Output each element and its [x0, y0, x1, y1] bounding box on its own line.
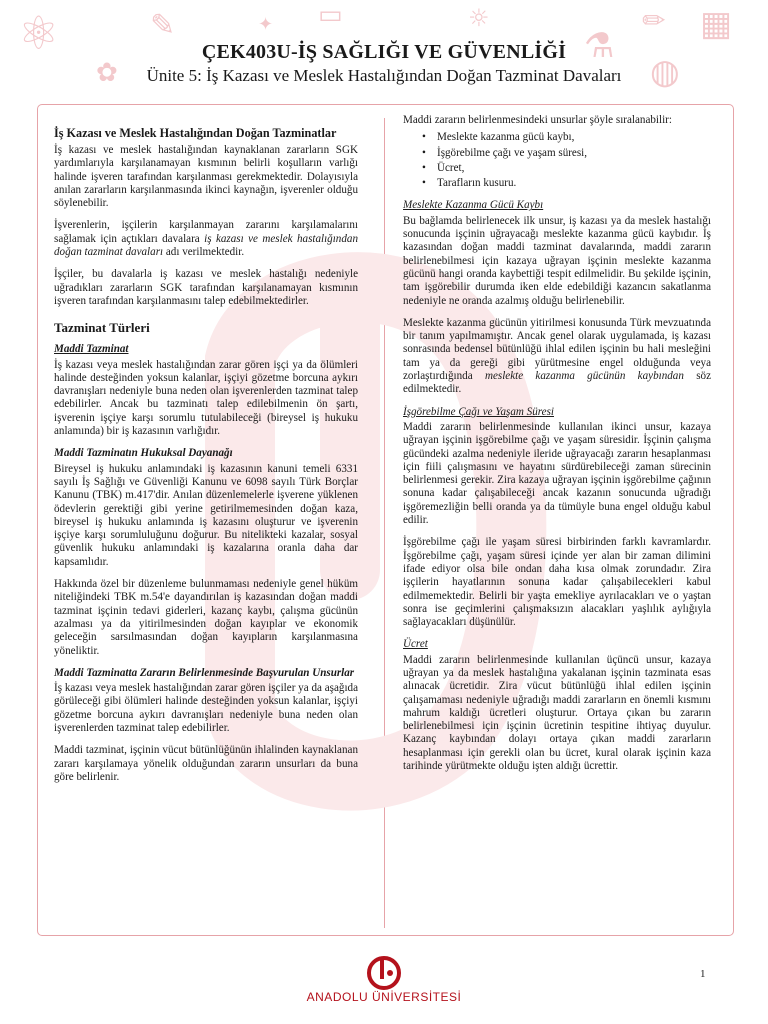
- list-item: • Meslekte kazanma gücü kaybı,: [437, 131, 711, 144]
- list-item: • İşgörebilme çağı ve yaşam süresi,: [437, 147, 711, 160]
- right-column: [403, 114, 711, 782]
- fish-icon: ✿: [96, 58, 118, 88]
- italic-term: meslekte kazanma gücünün kaybından: [484, 370, 684, 383]
- paragraph: Hakkında özel bir düzenleme bulunmaması nedeniyle genel hüküm niteliğindeki TBK m.54'e dayandırılan iş kazasından doğan maddi tazminat işçinin tedavi giderleri, kazanç kaybı, çalışma gücünün azalması ya da yitirilmesinden doğan kayıplar ve ekonomik geleceğin sarsılmasından doğan kayıpların karşılanmasına yöneliktir.: [54, 578, 358, 657]
- unit-subtitle: Ünite 5: İş Kazası ve Meslek Hastalığından Doğan Tazminat Davaları: [146, 66, 622, 85]
- paragraph: Maddi zararın belirlenmesindeki unsurlar şöyle sıralanabilir:: [403, 114, 672, 126]
- text-run: adı verilmektedir.: [163, 246, 245, 259]
- flask-icon: ⚗: [584, 26, 615, 66]
- list-item: • Ücret,: [437, 162, 711, 175]
- paragraph: İş kazası veya meslek hastalığından zarar gören işçiler ya da aşağıda görüleceği gibi ölümleri halinde desteğinden yoksun kalanlar, işçiyi gözetme borcuna aykırı davranışları nedeniyle buna neden olan işverenlerden tazminat talep edebilirler.: [54, 682, 358, 734]
- text-run: İşverenlerin, işçilerin karşılanmayan zararını karşılamalarını sağlamak için açtıkları davalara: [54, 219, 358, 245]
- atom-icon: ⚛: [18, 6, 60, 60]
- paragraph: Maddi zararın belirlenmesinde kullanılan ikinci unsur, kazaya uğrayan işçinin işgörebilme çağı ve yaşam süresidir. İşçinin çalışma gücündeki azalma nedeniyle ileride uğrayacağı zararın hesaplanması için fiili çalışmasını ve hayatını sürdürebileceği zaman sürecinin belirlenmesi gerekir. Zira kazaya uğrayan işçinin işgörebilme çağının sonuna kadar çalışabileceği ancak kazanın sonucunda uğradığı işgöremezliğin belli oranda ya da tümüyle buna engel olduğu kabul edilir.: [403, 420, 711, 527]
- paragraph: İş kazası veya meslek hastalığından zarar gören işçi ya da ölümleri halinde desteğinden yoksun kalanlar, işçiyi gözetme borcuna aykırı davranışları nedeniyle buna neden olan işverenlerden tazminat talep edebilirler. Ancak bu tazminatı talep edilebilmenin ön şartı, işverenin işçiye karşı sorumlu tutulabileceği (bireysel iş hukuku anlamında) bir iş kazasının varlığıdır.: [54, 358, 358, 438]
- pencil-icon: ✎: [150, 8, 176, 43]
- paragraph: [403, 317, 711, 397]
- subheading: İşgörebilme Çağı ve Yaşam Süresi: [403, 405, 554, 418]
- subheading: Maddi Tazminatta Zararın Belirlenmesinde Başvurulan Unsurlar: [54, 666, 355, 679]
- university-name: ANADOLU ÜNİVERSİTESİ: [306, 990, 462, 1004]
- text-run: Meslekte kazanma gücünün yitirilmesi konusunda Türk mevzuatında bir tanım yapılmamıştır. Ancak genel olarak uygulamada, iş kazası sonrasında bedensel bütünlüğü ihlal edilen işçinin bu hali mesleğini tam ya da gereği gibi yürütmesine engel olduğunda veya zorlaştırdığında: [403, 316, 711, 383]
- paragraph: Bu bağlamda belirlenecek ilk unsur, iş kazası ya da meslek hastalığı sonucunda işçinin uğrayacağı meslekte kazanma gücü kaybıdır. İş kazasından doğan maddi tazminat davalarında, maddi zararın belirlenebilmesi için kazaya uğrayan işçinin meslekte kazanma gücünü hangi oranda kaybettiği tespit edilmelidir. Bu şekilde işçinin, tam işgörebilir durumda iken elde edebildiği kazancın sakatlanma nedeniyle ne oranda azalmış olduğu belirlenebilir.: [403, 214, 711, 307]
- pencil-icon-2: ✏: [642, 4, 666, 37]
- star-icon: ✦: [258, 14, 274, 35]
- subheading: Maddi Tazminat: [54, 343, 129, 356]
- calculator-icon: ▦: [700, 4, 733, 44]
- list-item: • Tarafların kusuru.: [437, 177, 711, 190]
- course-title: ÇEK403U-İŞ SAĞLIĞI VE GÜVENLİĞİ: [201, 41, 567, 63]
- section-heading: İş Kazası ve Meslek Hastalığından Doğan Tazminatlar: [54, 126, 337, 140]
- paragraph: Maddi tazminat, işçinin vücut bütünlüğünün ihlalinden kaynaklanan zararı karşılamaya yönelik olduğundan zararın unsurları da buna göre belirlenir.: [54, 744, 358, 783]
- page-number: 1: [700, 968, 706, 980]
- subheading: Meslekte Kazanma Gücü Kaybı: [403, 199, 544, 212]
- left-column: [54, 114, 358, 793]
- bulb-icon: ☼: [468, 4, 490, 32]
- bullet-list: [403, 131, 711, 190]
- italic-term: iş kazası ve meslek hastalığından doğan tazminat davaları: [54, 232, 358, 259]
- paragraph: İş kazası ve meslek hastalığından kaynaklanan zararların SGK yardımlarıyla karşılanamayan kısmının belirli koşulların varlığı halinde işveren tarafından karşılanması gerekmektedir. Dolayısıyla anılan zararların karşılanmasında ikinci kaynağın, işverenler olduğu söylenebilir.: [54, 144, 358, 210]
- paragraph: Bireysel iş hukuku anlamındaki iş kazasının kanuni temeli 6331 sayılı İş Sağlığı ve Güvenliği Kanunu ve 6098 sayılı Türk Borçlar Kanunu (TBK) m.417'dir. Anılan düzenlemelerle işverene yüklenen ödevlerin gerektiği gibi yerine getirilmemesinden doğan kaza, bireysel iş hukuku anlamında iş kazasını oluşturur ve işverenin işçiye karşı sorumluluğunu doğurur. Bu nitelikteki kazalar, sosyal güvenlik hukuku anlamındaki iş kazalarına oranla daha dar kapsamlıdır.: [54, 462, 358, 568]
- column-divider: [384, 118, 385, 928]
- book-icon: ▭: [318, 0, 343, 30]
- subheading: Ücret: [403, 638, 428, 651]
- text-run: söz edilmektedir.: [403, 370, 711, 396]
- globe-icon: ◍: [650, 52, 680, 92]
- paragraph: İşgörebilme çağı ile yaşam süresi birbirinden farklı kavramlardır. İşgörebilme çağı, yaşam süresi içinde yer alan bir zaman dilimini ifade ediyor olsa bile ondan daha kısa olmak zorundadır. Zira işçilerin hayatlarının sonuna kadar çalışabilecekleri kabul edilmemektedir. Belirli bir yaşta emekliye ayrılacakları ve o yaştan sonra ise geçimlerini çalışmaksızın alacakları yaşlılık aylığıyla sağlayacakları düşünülür.: [403, 536, 711, 629]
- subheading: Maddi Tazminatın Hukuksal Dayanağı: [54, 447, 233, 460]
- section-title: Tazminat Türleri: [54, 320, 150, 336]
- paragraph: Maddi zararın belirlenmesinde kullanılan üçüncü unsur, kazaya uğrayan ya da meslek hastalığına yakalanan işçinin tazminata esas alınacak ücretidir. Zira vücut bütünlüğü ihlal edilen işçinin çalışamaması nedeniyle uğradığı maddi zararların en önemli kısmını mahrum kaldığı ücretleri oluşturur. Ortaya çıkan bu zararın belirlenebilmesi için işçinin ücretinin tespitine ihtiyaç duyulur. Kazanç kaybından dolayı ortaya çıkan maddi zararların hesaplanması için gerekli olan bu ücret, kural olarak işçinin kaza tarihinde yürütmekte olduğu işten aldığı ücrettir.: [403, 653, 711, 773]
- paragraph: İşçiler, bu davalarla iş kazası ve meslek hastalığı nedeniyle uğradıkları zararların SGK tarafından karşılanamayan kısmının işveren tarafından karşılanmasını talep edebilmektedirler.: [54, 268, 358, 307]
- paragraph: [54, 219, 358, 259]
